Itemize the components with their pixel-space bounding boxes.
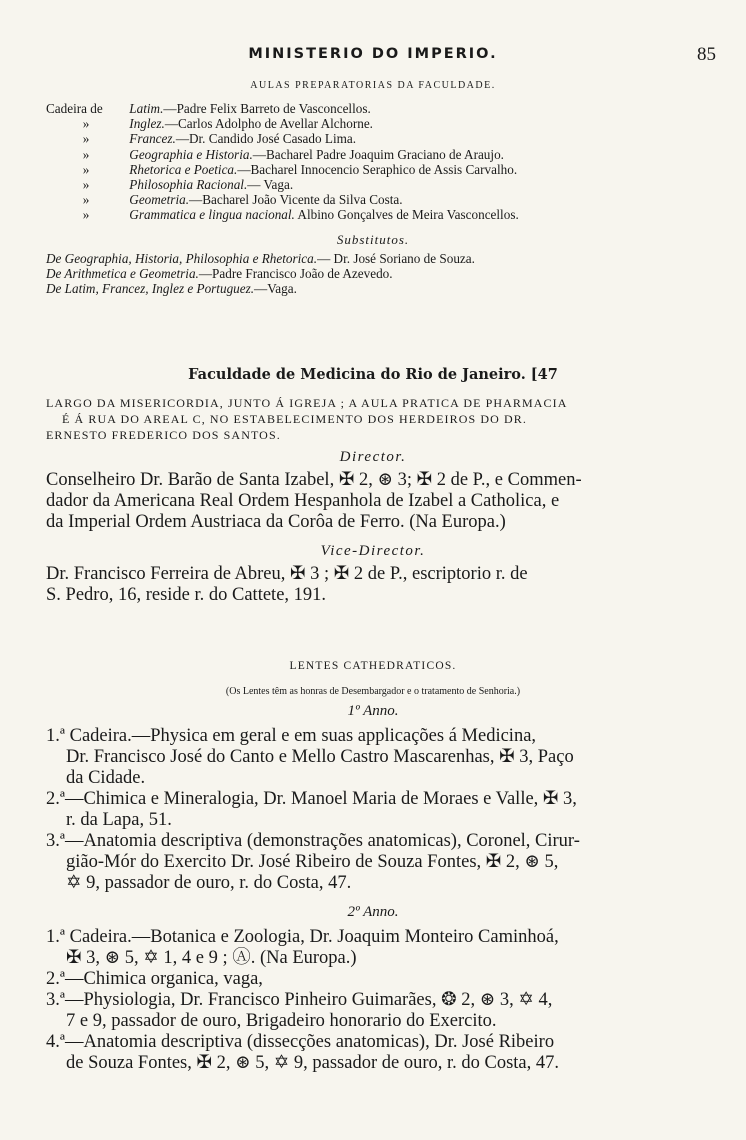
director-heading: Director. bbox=[339, 449, 407, 465]
faculdade-section bbox=[0, 366, 746, 606]
year-2-heading: 2º Anno. bbox=[347, 904, 399, 920]
chair-line: 2.ª—Chimica e Mineralogia, Dr. Manoel Maria de Moraes e Valle, ✠ 3, bbox=[46, 789, 577, 809]
vice-director-heading: Vice-Director. bbox=[320, 543, 426, 559]
chair-line: 2.ª—Chimica organica, vaga, bbox=[46, 969, 263, 989]
subject: Philosophia Racional. bbox=[129, 177, 248, 193]
ditto-mark: » bbox=[82, 146, 90, 162]
vice-director-line: Dr. Francisco Ferreira de Abreu, ✠ 3 ; ✠ 2 de P., escriptorio r. de bbox=[46, 564, 528, 584]
subject: Francez. bbox=[129, 131, 176, 147]
chair-line: 4.ª—Anatomia descriptiva (dissecções anatomicas), Dr. José Ribeiro bbox=[46, 1032, 555, 1052]
teacher: —Bacharel Padre Joaquim Graciano de Araujo. bbox=[252, 146, 504, 162]
lentes-note: (Os Lentes têm as honras de Desembargador e o tratamento de Senhoria.) bbox=[225, 686, 521, 697]
running-title: MINISTERIO DO IMPERIO. bbox=[248, 46, 498, 62]
ditto-mark: » bbox=[82, 116, 90, 132]
lentes-section bbox=[0, 660, 746, 1074]
aulas-row bbox=[46, 192, 746, 207]
aulas-section bbox=[0, 80, 746, 296]
director-paragraph bbox=[0, 470, 746, 533]
chair-line: Dr. Francisco José do Canto e Mello Castro Mascarenhas, ✠ 3, Paço bbox=[66, 747, 574, 767]
chair-item bbox=[46, 927, 716, 969]
aulas-row bbox=[46, 177, 746, 192]
subject: De Latim, Francez, Inglez e Portuguez. bbox=[46, 281, 255, 297]
ditto-mark: » bbox=[82, 177, 90, 193]
substitutos-heading: Substitutos. bbox=[336, 231, 410, 247]
chair-line: ✡ 9, passador de ouro, r. do Costa, 47. bbox=[66, 873, 352, 893]
chair-item bbox=[46, 831, 716, 894]
director-line: da Imperial Ordem Austriaca da Corôa de Ferro. (Na Europa.) bbox=[46, 512, 506, 532]
aulas-row bbox=[46, 116, 746, 131]
chair-item bbox=[46, 990, 716, 1032]
ditto-mark: » bbox=[82, 207, 90, 223]
substituto-row bbox=[46, 251, 746, 266]
substituto-row bbox=[46, 266, 746, 281]
chair-line: r. da Lapa, 51. bbox=[66, 810, 172, 830]
subject: Geometria. bbox=[129, 192, 189, 208]
lentes-heading: LENTES CATHEDRATICOS. bbox=[289, 660, 457, 672]
faculty-title: Faculdade de Medicina do Rio de Janeiro. [47 bbox=[188, 366, 558, 383]
aulas-row bbox=[46, 147, 746, 162]
substitutos-list bbox=[0, 251, 746, 297]
chair-line: 1.ª Cadeira.—Botanica e Zoologia, Dr. Joaquim Monteiro Caminhoá, bbox=[46, 927, 559, 947]
subject: Geographia e Historia. bbox=[129, 146, 253, 162]
chair-line: gião-Mór do Exercito Dr. José Ribeiro de Souza Fontes, ✠ 2, ⊛ 5, bbox=[66, 852, 559, 872]
director-line: Conselheiro Dr. Barão de Santa Izabel, ✠ 2, ⊛ 3; ✠ 2 de P., e Commen- bbox=[46, 470, 582, 490]
subject: Inglez. bbox=[129, 116, 165, 132]
subject: Grammatica e lingua nacional. bbox=[129, 207, 295, 223]
aulas-list bbox=[0, 101, 746, 223]
teacher: —Carlos Adolpho de Avellar Alchorne. bbox=[164, 116, 373, 132]
chair-line: 3.ª—Anatomia descriptiva (demonstrações anatomicas), Coronel, Cirur- bbox=[46, 831, 580, 851]
director-line: dador da Americana Real Ordem Hespanhola de Izabel a Catholica, e bbox=[46, 491, 560, 511]
teacher: —Vaga. bbox=[254, 281, 297, 297]
address-line: LARGO DA MISERICORDIA, JUNTO Á IGREJA ; A AULA PRATICA DE PHARMACIA bbox=[46, 396, 568, 410]
ditto-mark: » bbox=[82, 131, 90, 147]
ditto-mark: » bbox=[82, 192, 90, 208]
teacher: —Padre Francisco João de Azevedo. bbox=[198, 265, 393, 281]
subject: Rhetorica e Poetica. bbox=[129, 161, 238, 177]
subject: De Arithmetica e Geometria. bbox=[46, 265, 199, 281]
vice-director-line: S. Pedro, 16, reside r. do Cattete, 191. bbox=[46, 585, 327, 605]
subject: De Geographia, Historia, Philosophia e Rhetorica. bbox=[46, 250, 318, 266]
lead-text: Cadeira de bbox=[46, 101, 103, 116]
page-number: 85 bbox=[697, 44, 716, 65]
teacher: —Bacharel João Vicente da Silva Costa. bbox=[189, 192, 403, 208]
aulas-row bbox=[46, 131, 746, 146]
chair-item bbox=[46, 1032, 716, 1074]
chair-line: 7 e 9, passador de ouro, Brigadeiro honorario do Exercito. bbox=[66, 1011, 497, 1031]
teacher: —Padre Felix Barreto de Vasconcellos. bbox=[163, 101, 371, 116]
ditto-mark: » bbox=[82, 161, 90, 177]
address-line: ERNESTO FREDERICO DOS SANTOS. bbox=[46, 428, 281, 442]
faculty-address bbox=[0, 395, 746, 443]
chair-item bbox=[46, 726, 716, 789]
teacher: Albino Gonçalves de Meira Vasconcellos. bbox=[294, 207, 519, 223]
chair-item bbox=[46, 969, 716, 990]
address-line: É Á RUA DO AREAL C, NO ESTABELECIMENTO DOS HERDEIROS DO DR. bbox=[62, 412, 527, 426]
page-header bbox=[0, 46, 746, 68]
chair-line: 1.ª Cadeira.—Physica em geral e em suas applicações á Medicina, bbox=[46, 726, 537, 746]
subject: Latim. bbox=[129, 101, 164, 116]
teacher: —Bacharel Innocencio Seraphico de Assis Carvalho. bbox=[237, 161, 518, 177]
year-2-list bbox=[0, 927, 746, 1074]
teacher: — Dr. José Soriano de Souza. bbox=[317, 250, 475, 266]
aulas-heading: AULAS PREPARATORIAS DA FACULDADE. bbox=[250, 80, 496, 91]
chair-line: ✠ 3, ⊛ 5, ✡ 1, 4 e 9 ; Ⓐ. (Na Europa.) bbox=[66, 948, 357, 968]
chair-line: 3.ª—Physiologia, Dr. Francisco Pinheiro Guimarães, ❂ 2, ⊛ 3, ✡ 4, bbox=[46, 990, 553, 1010]
teacher: —Dr. Candido José Casado Lima. bbox=[175, 131, 357, 147]
aulas-row bbox=[46, 207, 746, 222]
chair-line: da Cidade. bbox=[66, 768, 146, 788]
year-1-heading: 1º Anno. bbox=[347, 703, 399, 719]
aulas-row bbox=[46, 162, 746, 177]
aulas-row bbox=[46, 101, 746, 116]
year-1-list bbox=[0, 726, 746, 894]
chair-item bbox=[46, 789, 716, 831]
vice-director-paragraph bbox=[0, 564, 746, 606]
chair-line: de Souza Fontes, ✠ 2, ⊛ 5, ✡ 9, passador de ouro, r. do Costa, 47. bbox=[66, 1053, 560, 1073]
teacher: — Vaga. bbox=[247, 177, 294, 193]
substituto-row bbox=[46, 281, 746, 296]
